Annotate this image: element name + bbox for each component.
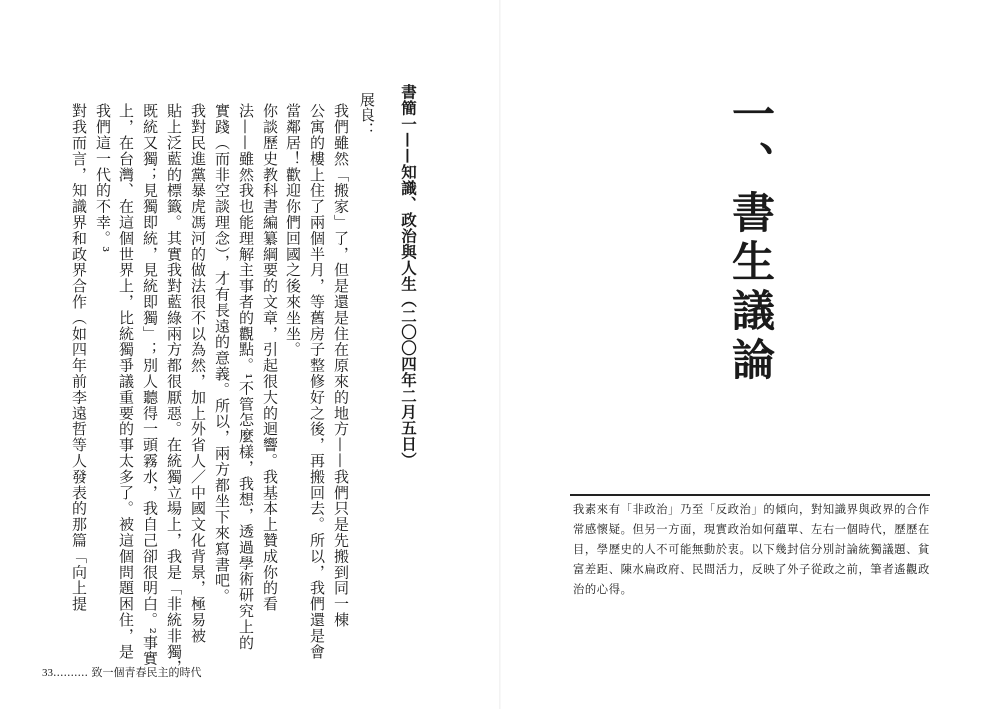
abstract-line: 富差距、陳水扁政府、民間活力，反映了外子從政之前，筆者遙觀政 xyxy=(573,563,930,576)
abstract-line: 常感懷疑。但另一方面，現實政治如何蘊單、左右一個時代，歷歷在 xyxy=(573,523,930,536)
salutation: 展良： xyxy=(358,92,376,137)
body-line: 法——雖然我也能理解主事者的觀點。¹不管怎麼樣，我想，透過學術研究上的 xyxy=(237,103,255,651)
letter-heading: 書簡一——知識、政治與人生（二〇〇四年二月五日） xyxy=(399,84,418,468)
body-line: 貼上泛藍的標籤。其實我對藍綠兩方都很厭惡。在統獨立場上，我是「非統非獨， xyxy=(165,103,183,676)
chapter-abstract xyxy=(573,500,931,600)
body-line: 你談歷史教科書編纂綱要的文章，引起很大的迴響。我基本上贊成你的看 xyxy=(261,103,279,612)
abstract-line: 我素來有「非政治」乃至「反政治」的傾向，對知識界與政界的合作 xyxy=(573,503,930,516)
body-line: 當鄰居！歡迎你們回國之後來坐坐。 xyxy=(284,103,302,358)
chapter-title: 一、書生議論 xyxy=(725,92,775,386)
body-line: 上，在台灣、在這個世界上，比統獨爭議重要的事太多了。被這個問題困住，是 xyxy=(117,103,135,660)
body-line: 我們雖然「搬家」了，但是還是住在原來的地方——我們只是先搬到同一棟 xyxy=(332,103,350,628)
body-line: 我們這一代的不幸。³ xyxy=(94,103,112,254)
running-title: 致一個青春民主的時代 xyxy=(91,666,202,679)
body-line: 公寓的樓上住了兩個半月，等舊房子整修好之後，再搬回去。所以，我們還是會 xyxy=(308,103,326,660)
abstract-line: 目，學歷史的人不可能無動於衷。以下幾封信分別討論統獨議題、貧 xyxy=(573,543,930,556)
page-number: 33 xyxy=(42,667,53,679)
body-line: 我對民進黨暴虎馮河的做法很不以為然，加上外省人／中國文化背景，極易被 xyxy=(189,103,207,644)
leader-dots: .......... xyxy=(53,666,88,679)
body-line: 對我而言，知識界和政界合作（如四年前李遠哲等人發表的那篇「向上提 xyxy=(70,103,88,612)
divider-rule xyxy=(570,494,930,496)
page-footer xyxy=(42,664,201,680)
abstract-line: 治的心得。 xyxy=(573,583,633,596)
body-line: 實踐（而非空談理念），才有長遠的意義。所以，兩方都坐下來寫書吧。 xyxy=(213,103,231,605)
page-gutter xyxy=(499,0,501,709)
body-line: 既統又獨；見獨即統，見統即獨」；別人聽得一頭霧水，我自己卻很明白。²事實 xyxy=(141,103,159,667)
